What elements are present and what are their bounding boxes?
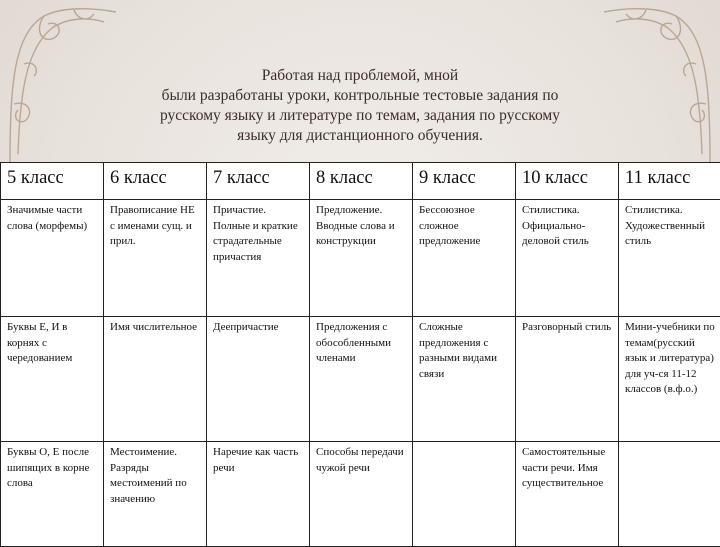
table-cell: Причастие. Полные и краткие страдательные причастия — [207, 200, 310, 317]
table-header-row — [1, 163, 720, 200]
header-grade-5: 5 класс — [1, 163, 104, 200]
table-cell: Предложения с обособленными членами — [310, 317, 413, 442]
slide-heading — [100, 66, 620, 146]
table-cell: Стилистика. Официально-деловой стиль — [516, 200, 619, 317]
table-cell: Деепричастие — [207, 317, 310, 442]
table-cell: Разговорный стиль — [516, 317, 619, 442]
header-grade-11: 11 класс — [619, 163, 720, 200]
table-cell — [619, 442, 720, 547]
header-grade-7: 7 класс — [207, 163, 310, 200]
header-grade-6: 6 класс — [104, 163, 207, 200]
table-cell: Способы передачи чужой речи — [310, 442, 413, 547]
table-row — [1, 317, 720, 442]
table-cell: Мини-учебники по темам(русский язык и литература) для уч-ся 11-12 классов (в.ф.о.) — [619, 317, 720, 442]
table-cell: Предложение. Вводные слова и конструкции — [310, 200, 413, 317]
header-grade-10: 10 класс — [516, 163, 619, 200]
table-cell: Бессоюзное сложное предложение — [413, 200, 516, 317]
table-cell: Сложные предложения с разными видами связи — [413, 317, 516, 442]
table-cell: Местоимение. Разряды местоимений по значению — [104, 442, 207, 547]
table-cell: Наречие как часть речи — [207, 442, 310, 547]
table-row — [1, 442, 720, 547]
heading-line: были разработаны уроки, контрольные тестовые задания по — [100, 86, 620, 106]
heading-line: Работая над проблемой, мной — [100, 66, 620, 86]
header-grade-9: 9 класс — [413, 163, 516, 200]
table-cell: Стилистика. Художественный стиль — [619, 200, 720, 317]
table-row — [1, 200, 720, 317]
heading-line: языку для дистанционного обучения. — [100, 126, 620, 146]
table-cell — [413, 442, 516, 547]
table-cell: Буквы Е, И в корнях с чередованием — [1, 317, 104, 442]
table-cell: Правописание НЕ с именами сущ. и прил. — [104, 200, 207, 317]
table-cell: Имя числительное — [104, 317, 207, 442]
header-grade-8: 8 класс — [310, 163, 413, 200]
heading-line: русскому языку и литературе по темам, задания по русскому — [100, 106, 620, 126]
lessons-table — [0, 162, 720, 547]
table-cell: Буквы О, Е после шипящих в корне слова — [1, 442, 104, 547]
table-cell: Самостоятельные части речи. Имя существительное — [516, 442, 619, 547]
table-cell: Значимые части слова (морфемы) — [1, 200, 104, 317]
